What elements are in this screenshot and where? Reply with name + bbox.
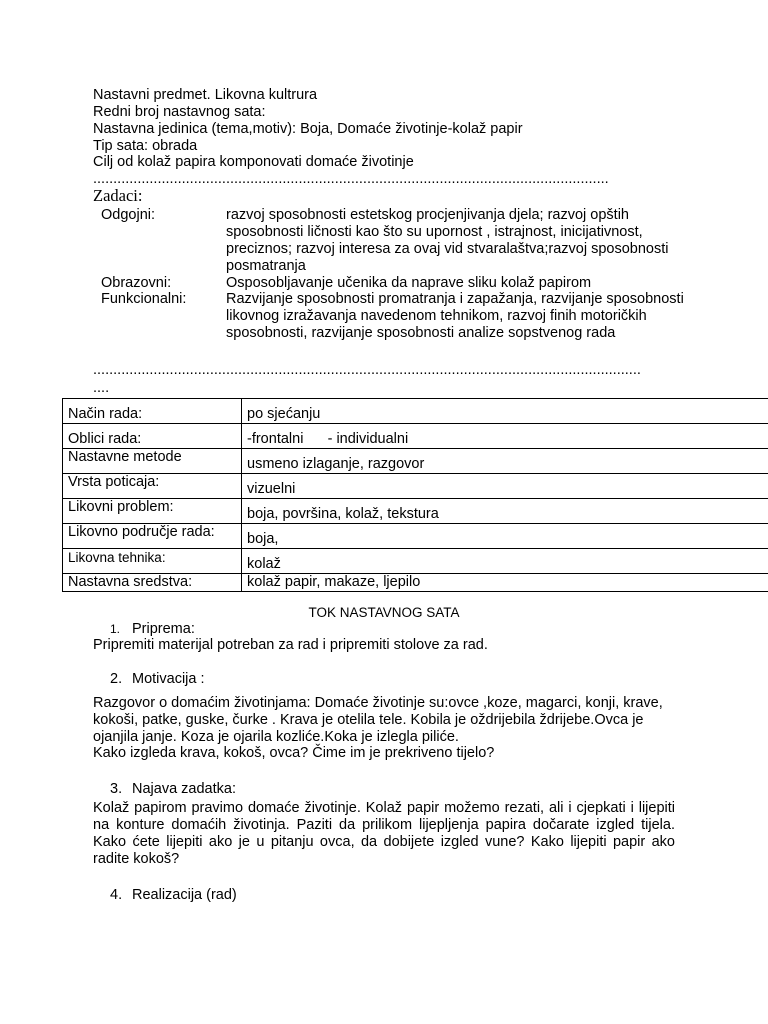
zadaci-text-obrazovni: Osposobljavanje učenika da naprave sliku kolaž papirom bbox=[226, 275, 592, 291]
table-key: Likovno područje rada: bbox=[63, 524, 242, 549]
table-value: vizuelni bbox=[242, 474, 768, 499]
zadaci-text-odgojni: razvoj sposobnosti estetskog procjenjivanja djela; razvoj opštih sposobnosti ličnosti kao što su upornost , istrajnost, inicijativnost, preciznos; razvoj interesa za ovaj vid stvaralaštva;razvoj sposobnosti posmatranja bbox=[226, 207, 669, 274]
section-number: 4. bbox=[110, 887, 123, 903]
table-row bbox=[63, 549, 768, 574]
header-type: Tip sata: obrada bbox=[93, 138, 198, 154]
table-key: Nastavna sredstva: bbox=[63, 574, 242, 592]
table-value: boja, površina, kolaž, tekstura bbox=[242, 499, 768, 524]
section-title: Najava zadatka: bbox=[132, 781, 236, 797]
section-title: Realizacija (rad) bbox=[132, 887, 237, 903]
table-key: Način rada: bbox=[63, 399, 242, 424]
table-key: Likovna tehnika: bbox=[63, 549, 242, 574]
section-number: 3. bbox=[110, 781, 123, 797]
tok-title: TOK NASTAVNOG SATA bbox=[308, 605, 460, 620]
table-value: kolaž papir, makaze, ljepilo bbox=[242, 574, 768, 592]
section-title: Priprema: bbox=[132, 621, 195, 637]
separator-dots: ................................................................................................................................ bbox=[93, 171, 609, 187]
table-key: Oblici rada: bbox=[63, 424, 242, 449]
table-row bbox=[63, 424, 768, 449]
table-value: usmeno izlaganje, razgovor bbox=[242, 449, 768, 474]
table-row bbox=[63, 574, 768, 592]
table-key: Likovni problem: bbox=[63, 499, 242, 524]
table-value: boja, bbox=[242, 524, 768, 549]
section-motivacija-heading bbox=[110, 671, 205, 688]
section-title: Motivacija : bbox=[132, 671, 205, 687]
section-number: 1. bbox=[110, 622, 121, 636]
section-najava-text: Kolaž papirom pravimo domaće životinje. Kolaž papir možemo rezati, ali i cjepkati i lijepiti na konture domaćih životinja. Paziti da prilikom lijepljenja papira dočarate izgled tijela. Kako ćete lijepiti ako je u pitanju ovca, da dobijete izgled vune? Kako lijepiti papir ako radite kokoš? bbox=[93, 800, 675, 867]
header-lesson-number: Redni broj nastavnog sata: bbox=[93, 104, 266, 120]
table-key: Vrsta poticaja: bbox=[63, 474, 242, 499]
table-row bbox=[63, 499, 768, 524]
section-priprema-heading bbox=[110, 621, 195, 638]
section-number: 2. bbox=[110, 671, 123, 687]
zadaci-title: Zadaci: bbox=[93, 186, 143, 205]
header-unit: Nastavna jedinica (tema,motiv): Boja, Domaće životinje-kolaž papir bbox=[93, 121, 523, 137]
header-subject: Nastavni predmet. Likovna kultrura bbox=[93, 87, 318, 103]
section-motivacija-questions: Kako izgleda krava, kokoš, ovca? Čime im je prekriveno tijelo? bbox=[93, 745, 495, 761]
section-priprema-text: Pripremiti materijal potreban za rad i pripremiti stolove za rad. bbox=[93, 637, 488, 653]
lesson-info-table bbox=[62, 398, 768, 592]
zadaci-text-funkcionalni: Razvijanje sposobnosti promatranja i zapažanja, razvijanje sposobnosti likovnog izražavanja navedenom tehnikom, razvoj finih motoričkih sposobnosti, razvijanje sposobnosti analize sopstvenog rada bbox=[226, 291, 684, 341]
section-najava-heading bbox=[110, 781, 236, 798]
table-value: kolaž bbox=[242, 549, 768, 574]
section-motivacija-text: Razgovor o domaćim životinjama: Domaće životinje su:ovce ,koze, magarci, konji, krave, kokoši, patke, guske, čurke . Krava je otelila tele. Kobila je oždrijebila ždrijebe.Ovca je ojanjila janje. Koza je ojarila kozliće.Koka je izlegla piliće. bbox=[93, 695, 663, 745]
separator-dots-2: ........................................................................................................................................ bbox=[93, 362, 641, 378]
zadaci-label-obrazovni: Obrazovni: bbox=[101, 275, 172, 291]
table-row bbox=[63, 524, 768, 549]
table-value: po sjećanju bbox=[242, 399, 768, 424]
header-goal: Cilj od kolaž papira komponovati domaće životinje bbox=[93, 154, 414, 170]
table-key: Nastavne metode bbox=[63, 449, 242, 474]
zadaci-label-odgojni: Odgojni: bbox=[101, 207, 156, 223]
section-realizacija-heading bbox=[110, 887, 237, 904]
table-row bbox=[63, 399, 768, 424]
zadaci-label-funkcionalni: Funkcionalni: bbox=[101, 291, 187, 307]
table-value: -frontalni - individualni bbox=[242, 424, 768, 449]
table-row bbox=[63, 449, 768, 474]
separator-dots-3: .... bbox=[93, 380, 110, 396]
table-row bbox=[63, 474, 768, 499]
